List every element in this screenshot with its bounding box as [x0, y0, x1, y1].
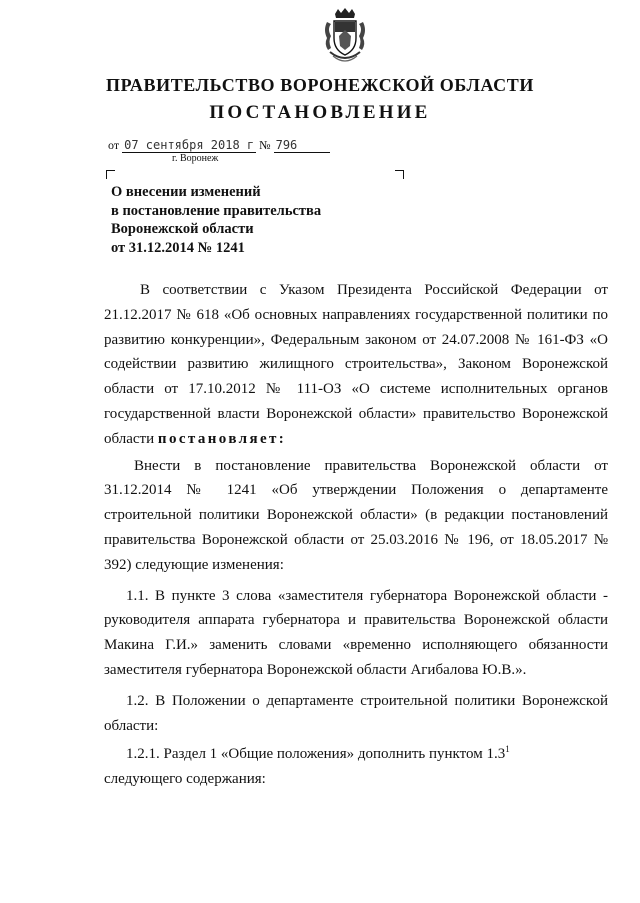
- document-city: г. Воронеж: [172, 153, 219, 164]
- subject-line: Воронежской области: [111, 221, 254, 237]
- paragraph-text: В соответствии с Указом Президента Российской Федерации от 21.12.2017 № 618 «Об основных направлениях государственной политики по развитию конкуренции», Федеральным законом от 24.07.2008 № 161-ФЗ «О содействии развитию жилищного строительства», Законом Воронежской области от 17.10.2012 № 111-ОЗ «О системе исполнительных органов государственной власти Воронежской области» правительство Воронежской области: [104, 282, 608, 447]
- coat-of-arms-emblem: [321, 8, 369, 66]
- subject-bracket-right: [395, 170, 404, 179]
- document-number: 796: [274, 139, 330, 153]
- subject-bracket-left: [106, 170, 115, 179]
- resolves-keyword: постановляет:: [157, 430, 287, 447]
- paragraph-preamble: [104, 278, 608, 452]
- superscript: 1: [505, 744, 510, 755]
- subject-line: от 31.12.2014 № 1241: [111, 239, 245, 256]
- document-type-title: ПОСТАНОВЛЕНИЕ: [209, 102, 431, 123]
- coat-of-arms-icon: [321, 8, 369, 66]
- government-title: ПРАВИТЕЛЬСТВО ВОРОНЕЖСКОЙ ОБЛАСТИ: [106, 75, 534, 95]
- document-body: [104, 278, 608, 792]
- document-subject: [111, 183, 411, 257]
- subject-line: О внесении изменений: [111, 184, 261, 200]
- paragraph-main: Внести в постановление правительства Воронежской области от 31.12.2014 № 1241 «Об утверждении Положения о департаменте строительной политики Воронежской области» (в редакции постановлений правительства Воронежской области от 25.03.2016 № 196, от 18.05.2017 № 392) следующие изменения:: [104, 457, 608, 573]
- number-prefix: №: [259, 138, 271, 152]
- paragraph-item-1-1: 1.1. В пункте 3 слова «заместителя губернатора Воронежской области - руководителя аппарата губернатора и правительства Воронежской области Макина Г.И.» заменить словами «временно исполняющего обязанности заместителя губернатора Воронежской области Агибалова Ю.В.».: [104, 587, 608, 678]
- date-prefix: от: [108, 138, 120, 152]
- subject-line: в постановление правительства: [111, 202, 322, 219]
- document-date: 07 сентября 2018 г: [124, 138, 255, 152]
- paragraph-item-1-2: 1.2. В Положении о департаменте строительной политики Воронежской области:: [104, 692, 608, 734]
- date-number-line: [108, 138, 330, 153]
- paragraph-text: 1.2.1. Раздел 1 «Общие положения» дополнить пунктом 1.3: [126, 746, 506, 763]
- paragraph-text: следующего содержания:: [104, 771, 266, 788]
- paragraph-item-1-2-1: [104, 742, 608, 792]
